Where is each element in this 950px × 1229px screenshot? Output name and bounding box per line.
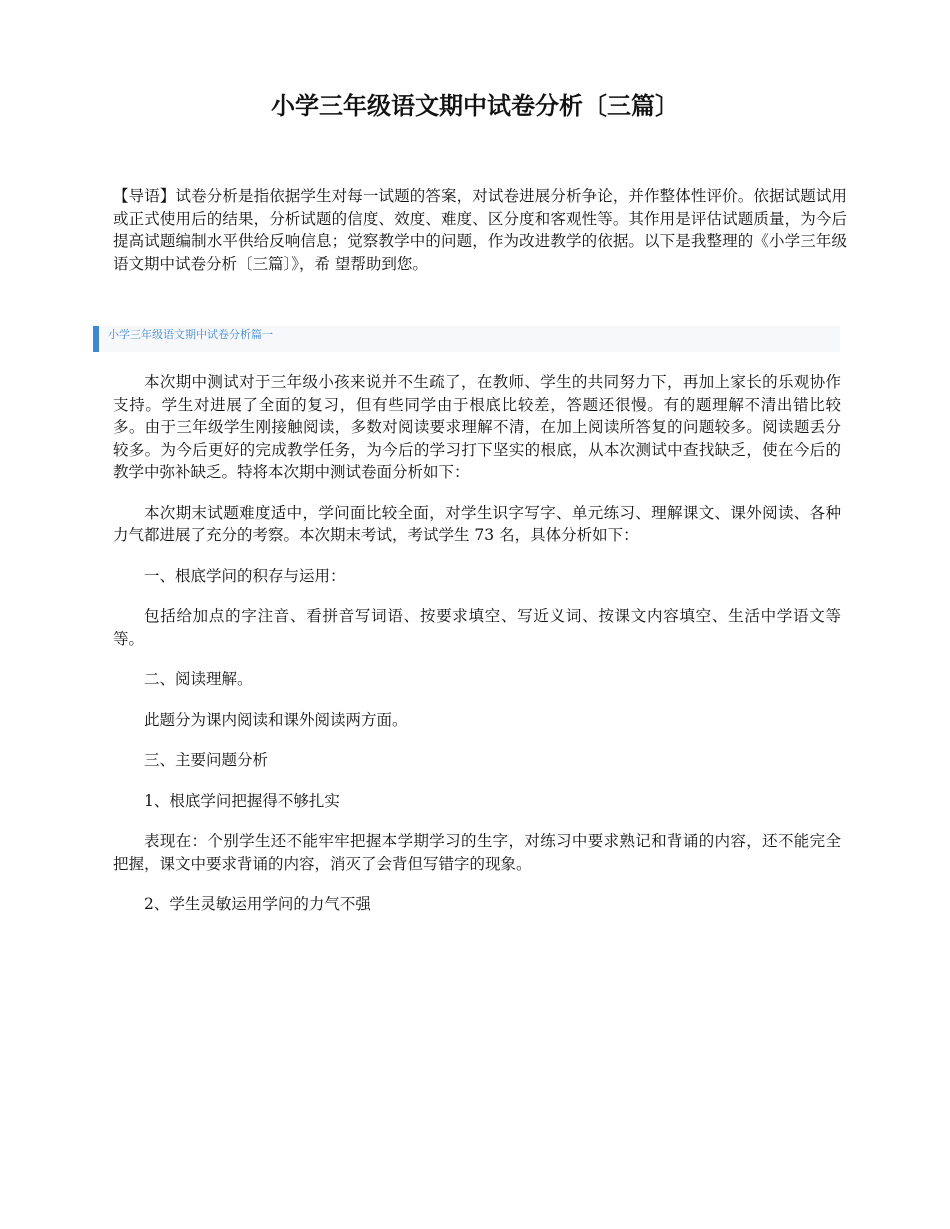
section-accent-bar bbox=[93, 326, 99, 352]
body-paragraph: 表现在：个别学生还不能牢牢把握本学期学习的生字，对练习中要求熟记和背诵的内容，还不能完全把握，课文中要求背诵的内容，消灭了会背但写错字的现象。 bbox=[113, 832, 841, 873]
body-paragraph: 包括给加点的字注音、看拼音写词语、按要求填空、写近义词、按课文内容填空、生活中学语文等等。 bbox=[113, 607, 841, 648]
body-paragraph: 二、阅读理解。 bbox=[144, 670, 253, 688]
body-paragraph: 三、主要问题分析 bbox=[144, 751, 269, 769]
body-paragraph: 1、根底学问把握得不够扎实 bbox=[144, 791, 340, 810]
document-title: 小学三年级语文期中试卷分析〔三篇〕 bbox=[271, 92, 679, 120]
body-paragraph: 本次期末试题难度适中，学问面比较全面，对学生识字写字、单元练习、理解课文、课外阅读、各种力气都进展了充分的考察。本次期末考试，考试学生 73 名，具体分析如下： bbox=[113, 503, 841, 544]
section-header bbox=[93, 326, 840, 352]
body-paragraph: 本次期中测试对于三年级小孩来说并不生疏了，在教师、学生的共同努力下，再加上家长的乐观协作支持。学生对进展了全面的复习，但有些同学由于根底比较差，答题还很慢。有的题理解不清出错比较多。由于三年级学生刚接触阅读，多数对阅读要求理解不清，在加上阅读所答复的问题较多。阅读题丢分较多。为今后更好的完成教学任务，为今后的学习打下坚实的根底，从本次测试中查找缺乏，使在今后的教学中弥补缺乏。特将本次期中测试卷面分析如下： bbox=[113, 373, 841, 481]
intro-paragraph: 【导语】试卷分析是指依据学生对每一试题的答案，对试卷进展分析争论，并作整体性评价。依据试题试用或正式使用后的结果，分析试题的信度、效度、难度、区分度和客观性等。其作用是评估试题质量，为今后提高试题编制水平供给反响信息；觉察教学中的问题，作为改进教学的依据。以下是我整理的《小学三年级语文期中试卷分析〔三篇〕》，希 望帮助到您。 bbox=[113, 187, 847, 273]
body-paragraph: 一、根底学问的积存与运用： bbox=[144, 566, 346, 585]
document-body bbox=[113, 371, 841, 934]
section-heading: 小学三年级语文期中试卷分析篇一 bbox=[108, 328, 273, 341]
body-paragraph: 2、学生灵敏运用学问的力气不强 bbox=[144, 895, 371, 913]
body-paragraph: 此题分为课内阅读和课外阅读两方面。 bbox=[144, 710, 408, 729]
